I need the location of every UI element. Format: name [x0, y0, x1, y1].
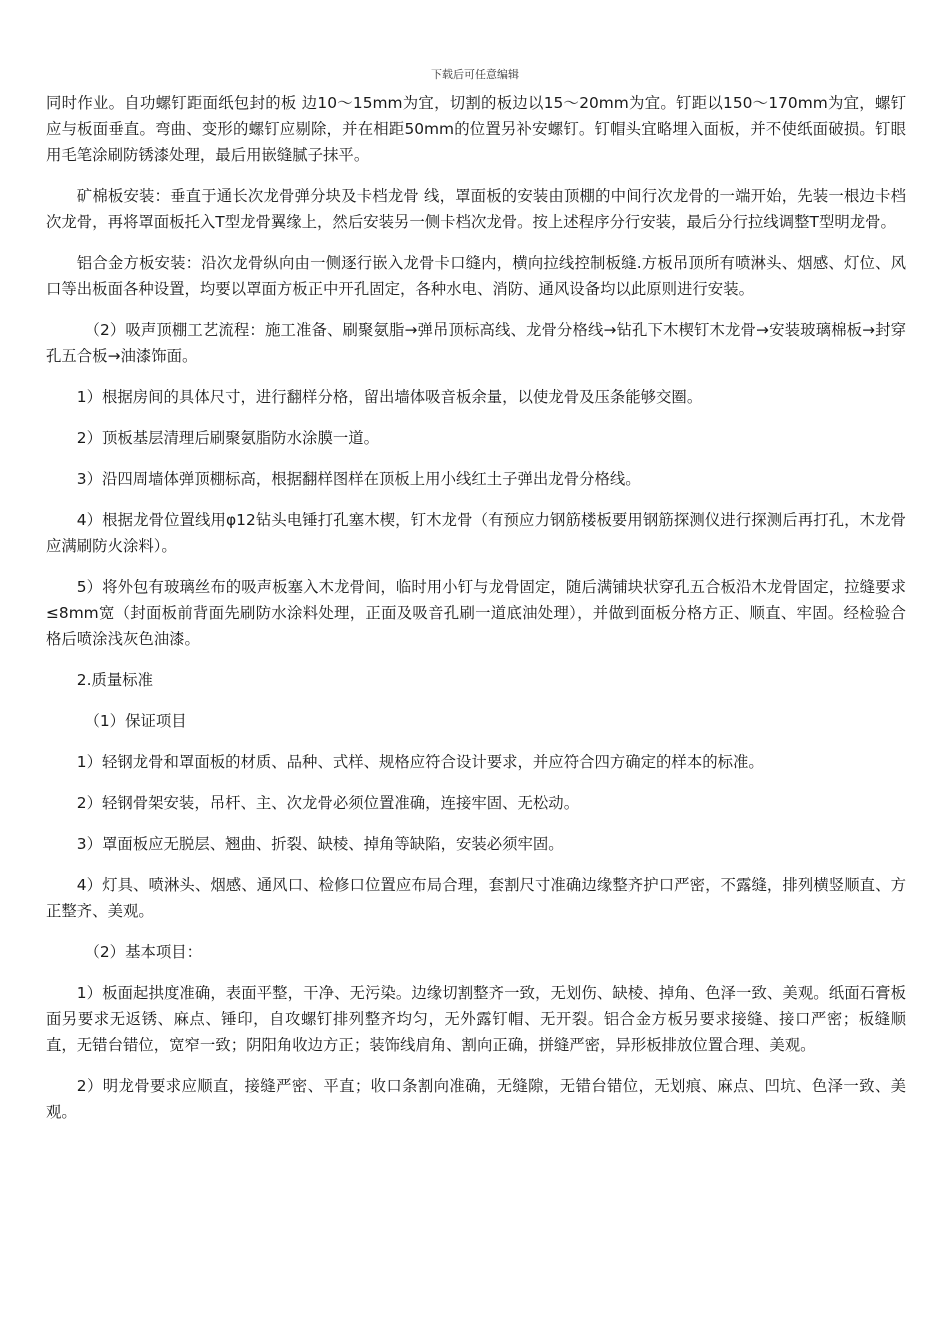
paragraph-basic-2: 2）明龙骨要求应顺直，接缝严密、平直；收口条割向准确，无缝隙，无错台错位，无划痕、麻点、凹坑、色泽一致、美观。: [46, 1077, 906, 1121]
paragraph-basic-1: 1）板面起拱度准确，表面平整，干净、无污染。边缘切割整齐一致，无划伤、缺棱、掉角、色泽一致、美观。纸面石膏板面另要求无返锈、麻点、锤印，自攻螺钉排列整齐均匀，无外露钉帽、无开裂。铝合金方板另要求接缝、接口严密；板缝顺直，无错台错位，宽窄一致；阴阳角收边方正；装饰线肩角、割向正确，拼缝严密，异形板排放位置合理、美观。: [46, 984, 906, 1054]
paragraph-screw-spacing: 同时作业。自功螺钉距面纸包封的板 边10～15mm为宜，切割的板边以15～20mm为宜。钉距以150～170mm为宜，螺钉应与板面垂直。弯曲、变形的螺钉应剔除，并在相距50mm的位置另补安螺钉。钉帽头宜略埋入面板，并不使纸面破损。钉眼用毛笔涂刷防锈漆处理，最后用嵌缝腻子抹平。: [46, 94, 906, 164]
paragraph-mineral-board: 矿棉板安装：垂直于通长次龙骨弹分块及卡档龙骨 线，罩面板的安装由顶棚的中间行次龙骨的一端开始，先装一根边卡档次龙骨，再将罩面板托入T型龙骨翼缘上，然后安装另一侧卡档次龙骨。按上述程序分行安装，最后分行拉线调整T型明龙骨。: [46, 187, 906, 231]
paragraph-guarantee-2: 2）轻钢骨架安装，吊杆、主、次龙骨必须位置准确，连接牢固、无松动。: [76, 794, 580, 812]
subheading-basic: （2）基本项目：: [84, 943, 203, 961]
paragraph-step-5: 5）将外包有玻璃丝布的吸声板塞入木龙骨间，临时用小钉与龙骨固定，随后满铺块状穿孔五合板沿木龙骨固定，拉缝要求≤8mm宽（封面板前背面先刷防水涂料处理，正面及吸音孔刷一道底油处理），并做到面板分格方正、顺直、牢固。经检验合格后喷涂浅灰色油漆。: [46, 578, 906, 648]
paragraph-guarantee-4: 4）灯具、喷淋头、烟感、通风口、检修口位置应布局合理，套割尺寸准确边缘整齐护口严密，不露缝，排列横竖顺直、方正整齐、美观。: [46, 876, 906, 920]
section-heading-quality: 2.质量标准: [76, 671, 154, 689]
paragraph-guarantee-1: 1）轻钢龙骨和罩面板的材质、品种、式样、规格应符合设计要求，并应符合四方确定的样本的标准。: [76, 753, 764, 771]
paragraph-guarantee-3: 3）罩面板应无脱层、翘曲、折裂、缺棱、掉角等缺陷，安装必须牢固。: [76, 835, 564, 853]
paragraph-acoustic-process: （2）吸声顶棚工艺流程：施工准备、刷聚氨脂→弹吊顶标高线、龙骨分格线→钻孔下木楔钉木龙骨→安装玻璃棉板→封穿孔五合板→油漆饰面。: [46, 321, 906, 365]
subheading-guarantee: （1）保证项目: [84, 712, 187, 730]
paragraph-step-1: 1）根据房间的具体尺寸，进行翻样分格，留出墙体吸音板余量，以使龙骨及压条能够交圈。: [76, 388, 703, 406]
document-body: [46, 90, 906, 1140]
page-header: 下载后可任意编辑: [431, 68, 519, 81]
paragraph-step-2: 2）顶板基层清理后刷聚氨脂防水涂膜一道。: [76, 429, 380, 447]
paragraph-step-4: 4）根据龙骨位置线用φ12钻头电锤打孔塞木楔，钉木龙骨（有预应力钢筋楼板要用钢筋探测仪进行探测后再打孔，木龙骨应满刷防火涂料）。: [46, 511, 906, 555]
paragraph-step-3: 3）沿四周墙体弹顶棚标高，根据翻样图样在顶板上用小线红土子弹出龙骨分格线。: [76, 470, 641, 488]
paragraph-aluminum-board: 铝合金方板安装：沿次龙骨纵向由一侧逐行嵌入龙骨卡口缝内，横向拉线控制板缝.方板吊顶所有喷淋头、烟感、灯位、风口等出板面各种设置，均要以罩面方板正中开孔固定，各种水电、消防、通风设备均以此原则进行安装。: [46, 254, 906, 298]
